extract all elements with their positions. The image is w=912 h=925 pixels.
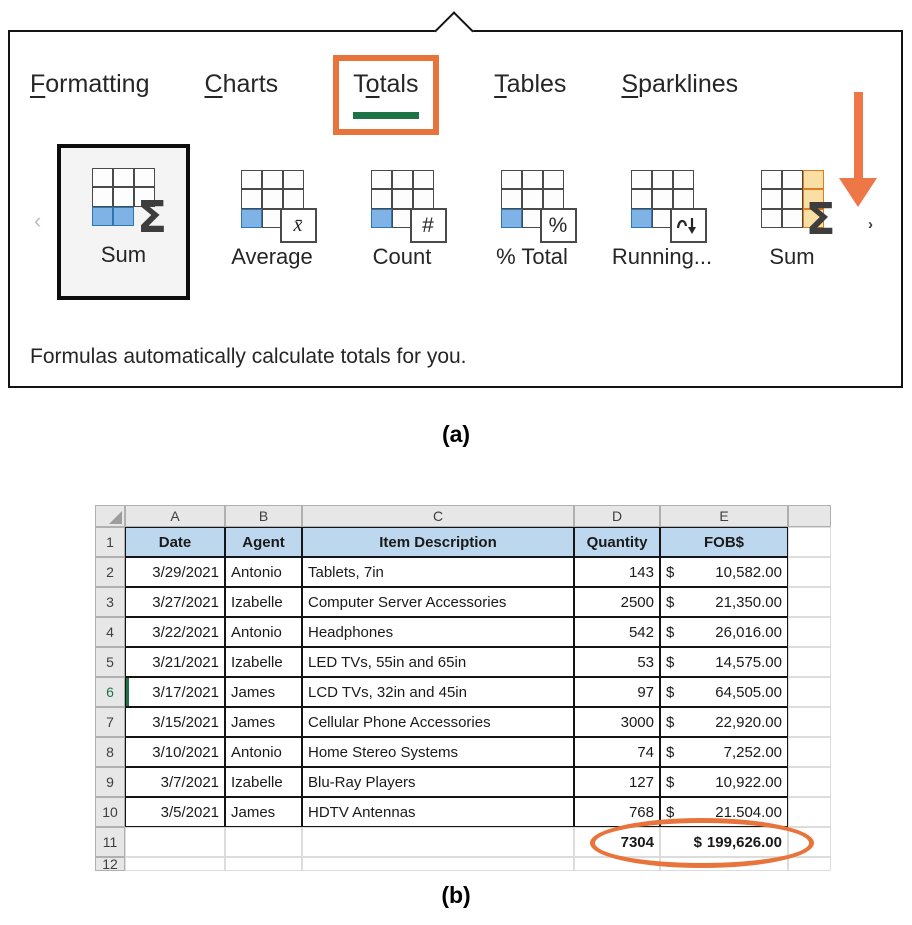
currency-symbol: $: [666, 743, 675, 761]
currency-symbol: $: [666, 623, 675, 641]
cell-item[interactable]: LCD TVs, 32in and 45in: [302, 677, 574, 707]
tab-tables[interactable]: [494, 70, 566, 99]
table-row: [95, 647, 831, 677]
currency-symbol: $: [666, 773, 675, 791]
totals-options-row: [57, 144, 861, 300]
cell-fob[interactable]: [660, 677, 788, 707]
cell-quantity[interactable]: 768: [574, 797, 660, 827]
cell-quantity[interactable]: 127: [574, 767, 660, 797]
fob-value: 7,252.00: [723, 743, 782, 761]
table-row: [95, 557, 831, 587]
table-row: [95, 587, 831, 617]
item-label: % Total: [496, 244, 568, 269]
tab-formatting[interactable]: [30, 70, 150, 99]
cell-fob[interactable]: [660, 647, 788, 677]
tab-label: harts: [222, 70, 279, 98]
header-quantity[interactable]: Quantity: [574, 527, 660, 557]
tab-label: T: [353, 70, 366, 98]
table-row: [95, 677, 831, 707]
cell-quantity[interactable]: 2500: [574, 587, 660, 617]
row-header[interactable]: 2: [95, 557, 125, 587]
cell-agent[interactable]: Antonio: [225, 617, 302, 647]
tab-label: F: [30, 70, 46, 98]
figure-label-b: (b): [441, 882, 471, 908]
cell-sliver[interactable]: [788, 587, 831, 617]
column-header-c[interactable]: C: [302, 505, 574, 527]
fob-value: 26,016.00: [715, 623, 782, 641]
cell-fob[interactable]: [660, 587, 788, 617]
tab-label: parklines: [638, 70, 739, 98]
cell-empty[interactable]: [125, 857, 225, 871]
item-label: Sum: [100, 242, 147, 267]
table-row: [95, 707, 831, 737]
average-button[interactable]: [224, 170, 320, 270]
cell-agent[interactable]: James: [225, 677, 302, 707]
running-total-button[interactable]: [611, 170, 713, 270]
cell-fob[interactable]: [660, 737, 788, 767]
currency-symbol: $: [666, 653, 675, 671]
currency-symbol: $: [693, 833, 702, 851]
table-row: [95, 767, 831, 797]
fob-total-value: 199,626.00: [706, 833, 782, 851]
cell-empty[interactable]: [225, 827, 302, 857]
table-row-partial: [95, 857, 831, 871]
cell-empty[interactable]: [302, 827, 574, 857]
header-row: [95, 527, 831, 557]
fob-value: 21.504.00: [715, 803, 782, 821]
cell-quantity-total[interactable]: 7304: [574, 827, 660, 857]
cell-sliver[interactable]: [788, 737, 831, 767]
cell-agent[interactable]: Izabelle: [225, 647, 302, 677]
cell-fob[interactable]: [660, 767, 788, 797]
row-header[interactable]: 12: [95, 857, 125, 871]
cell-date[interactable]: 3/29/2021: [125, 557, 225, 587]
annotation-arrow-icon: [839, 92, 877, 207]
currency-symbol: $: [666, 563, 675, 581]
cell-item[interactable]: Blu-Ray Players: [302, 767, 574, 797]
select-all-triangle-icon: [109, 511, 122, 524]
cell-fob[interactable]: [660, 797, 788, 827]
fob-value: 64,505.00: [715, 683, 782, 701]
cell-sliver[interactable]: [788, 527, 831, 557]
cell-sliver[interactable]: [788, 707, 831, 737]
column-header-b[interactable]: B: [225, 505, 302, 527]
cell-date[interactable]: 3/22/2021: [125, 617, 225, 647]
active-tab-indicator: [353, 112, 419, 119]
cell-item[interactable]: LED TVs, 55in and 65in: [302, 647, 574, 677]
cell-item[interactable]: Cellular Phone Accessories: [302, 707, 574, 737]
totals-row: [95, 827, 831, 857]
sum-row-icon: [92, 168, 167, 243]
select-all-corner[interactable]: [95, 505, 125, 527]
cell-quantity[interactable]: 542: [574, 617, 660, 647]
currency-symbol: $: [666, 803, 675, 821]
row-header[interactable]: 3: [95, 587, 125, 617]
tab-charts[interactable]: [205, 70, 279, 99]
tab-label: S: [621, 70, 639, 98]
cell-quantity[interactable]: 53: [574, 647, 660, 677]
tab-label: ables: [506, 70, 567, 98]
sum-column-button[interactable]: [744, 170, 840, 270]
item-label: Average: [231, 244, 313, 269]
cell-sliver[interactable]: [788, 617, 831, 647]
column-header-e[interactable]: E: [660, 505, 788, 527]
tab-sparklines[interactable]: [621, 70, 738, 99]
cell-sliver[interactable]: [788, 677, 831, 707]
count-icon: [371, 170, 434, 237]
cell-item[interactable]: Home Stereo Systems: [302, 737, 574, 767]
row-header[interactable]: 9: [95, 767, 125, 797]
item-label: Running...: [611, 244, 713, 269]
cell-date[interactable]: 3/27/2021: [125, 587, 225, 617]
cell-sliver[interactable]: [788, 827, 831, 857]
cell-quantity[interactable]: 3000: [574, 707, 660, 737]
running-total-icon: [631, 170, 694, 228]
cell-date[interactable]: 3/7/2021: [125, 767, 225, 797]
cell-empty[interactable]: [225, 857, 302, 871]
totals-tab-highlight-box: [333, 55, 439, 135]
quick-analysis-popup: [8, 30, 903, 388]
cell-fob[interactable]: [660, 707, 788, 737]
percent-total-icon: [501, 170, 568, 237]
cell-item[interactable]: Computer Server Accessories: [302, 587, 574, 617]
cell-empty[interactable]: [302, 857, 574, 871]
column-header-row: [95, 505, 831, 527]
header-item-description[interactable]: Item Description: [302, 527, 574, 557]
tab-label: T: [494, 70, 507, 98]
cell-sliver[interactable]: [788, 797, 831, 827]
xbar-glyph: x̄: [280, 208, 317, 243]
count-button[interactable]: [354, 170, 450, 270]
cell-quantity[interactable]: 74: [574, 737, 660, 767]
row-header[interactable]: 1: [95, 527, 125, 557]
fob-value: 10,922.00: [715, 773, 782, 791]
column-header-f-sliver[interactable]: [788, 505, 831, 527]
sum-button[interactable]: [57, 144, 190, 300]
item-label: Sum: [769, 244, 815, 269]
row-header[interactable]: 5: [95, 647, 125, 677]
hash-glyph: #: [410, 208, 447, 243]
percent-glyph: %: [540, 208, 577, 243]
column-header-d[interactable]: D: [574, 505, 660, 527]
table-row: [95, 617, 831, 647]
cell-fob[interactable]: [660, 617, 788, 647]
cell-sliver[interactable]: [788, 557, 831, 587]
tab-label: tals: [379, 70, 419, 98]
popup-footer-text: Formulas automatically calculate totals for you.: [30, 345, 467, 368]
cell-empty[interactable]: [574, 857, 660, 871]
tab-label: ormatting: [45, 70, 150, 98]
tab-bar: [30, 55, 841, 135]
fob-value: 10,582.00: [715, 563, 782, 581]
cell-item[interactable]: Tablets, 7in: [302, 557, 574, 587]
cell-agent[interactable]: Antonio: [225, 557, 302, 587]
cell-date[interactable]: 3/5/2021: [125, 797, 225, 827]
row-header[interactable]: 4: [95, 617, 125, 647]
fob-value: 21,350.00: [715, 593, 782, 611]
currency-symbol: $: [666, 593, 675, 611]
row-header[interactable]: 8: [95, 737, 125, 767]
cell-date[interactable]: 3/17/2021: [125, 677, 225, 707]
average-icon: [241, 170, 304, 236]
fob-value: 14,575.00: [715, 653, 782, 671]
sum-column-icon: [761, 170, 836, 245]
column-header-a[interactable]: A: [125, 505, 225, 527]
cell-item[interactable]: HDTV Antennas: [302, 797, 574, 827]
cell-empty[interactable]: [125, 827, 225, 857]
spreadsheet: [95, 505, 831, 871]
cell-empty[interactable]: [660, 857, 788, 871]
tab-label: o: [365, 70, 380, 98]
header-agent[interactable]: Agent: [225, 527, 302, 557]
tab-label: C: [204, 70, 223, 98]
cell-sliver[interactable]: [788, 857, 831, 871]
cell-quantity[interactable]: 97: [574, 677, 660, 707]
row-header[interactable]: 10: [95, 797, 125, 827]
cell-date[interactable]: 3/21/2021: [125, 647, 225, 677]
header-date[interactable]: Date: [125, 527, 225, 557]
cell-sliver[interactable]: [788, 647, 831, 677]
row-header-active[interactable]: 6: [95, 677, 125, 707]
row-header[interactable]: 7: [95, 707, 125, 737]
scroll-left-chevron-icon[interactable]: ‹: [34, 208, 42, 233]
cell-agent[interactable]: Antonio: [225, 737, 302, 767]
item-label: Count: [372, 244, 432, 269]
tab-totals[interactable]: [353, 70, 418, 99]
cell-agent[interactable]: Izabelle: [225, 767, 302, 797]
cell-sliver[interactable]: [788, 767, 831, 797]
cell-quantity[interactable]: 143: [574, 557, 660, 587]
cell-date[interactable]: 3/15/2021: [125, 707, 225, 737]
header-fob[interactable]: FOB$: [660, 527, 788, 557]
cell-date[interactable]: 3/10/2021: [125, 737, 225, 767]
currency-symbol: $: [666, 713, 675, 731]
cell-item[interactable]: Headphones: [302, 617, 574, 647]
cell-fob-total[interactable]: [660, 827, 788, 857]
currency-symbol: $: [666, 683, 675, 701]
percent-total-button[interactable]: [484, 170, 580, 270]
table-row: [95, 797, 831, 827]
running-glyph: [670, 208, 707, 243]
cell-fob[interactable]: [660, 557, 788, 587]
table-row: [95, 737, 831, 767]
sigma-glyph: Σ: [805, 194, 836, 245]
row-header[interactable]: 11: [95, 827, 125, 857]
cell-agent[interactable]: James: [225, 797, 302, 827]
cell-agent[interactable]: Izabelle: [225, 587, 302, 617]
cell-agent[interactable]: James: [225, 707, 302, 737]
fob-value: 22,920.00: [715, 713, 782, 731]
popup-caret: [434, 11, 474, 51]
figure-label-a: (a): [441, 421, 471, 447]
sigma-glyph: Σ: [136, 192, 167, 243]
scroll-right-chevron-icon[interactable]: ›: [868, 216, 873, 233]
